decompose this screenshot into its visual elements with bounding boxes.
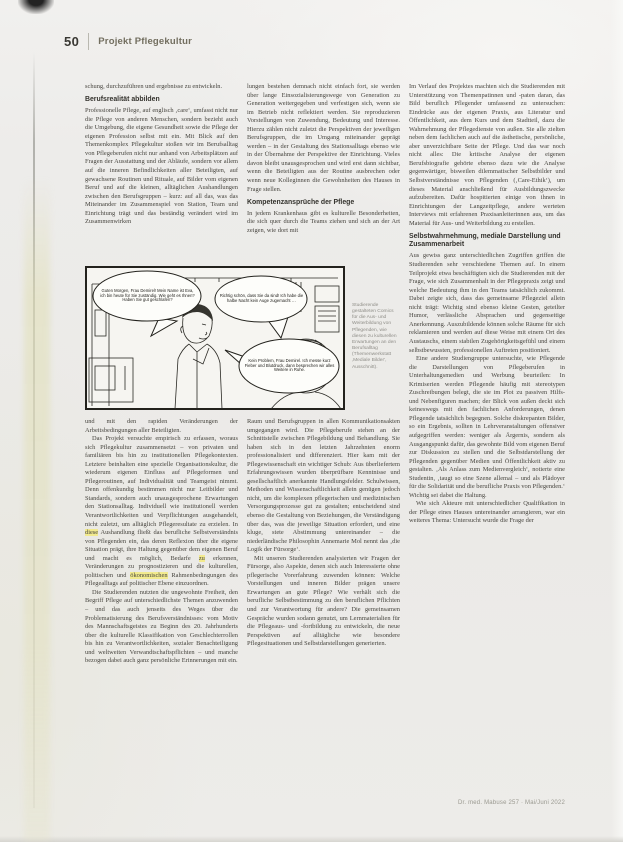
highlighted-word: diese: [85, 529, 99, 537]
speech-bubble-nurse-greeting: Guten Morgen, Frau Demirel! Mein Name ist Eva, ich bin heute für Sie zuständig. Wie geht es Ihnen? Haben Sie gut geschlafen?: [100, 287, 195, 303]
header-divider: [88, 33, 89, 50]
paragraph-continuation: Raum und Berufsgruppen in allen Kommunikationsakten umgegangen wird. Die Pflegeberufe stehen an der Schnittstelle zwischen Pflegebildung und Behandlung. Sie haben sich in den letzten Jahrzehnten enorm professionalisiert und differenziert. Hier kam mit der Pflegewissenschaft ein wichtiger Schub: Aus überliefertem Erfahrungswissen wurden überprüfbare Kenntnisse und gesellschaftlich anerkannte Handlungsfelder. Schulwissen, Methoden und Wissenschaftlichkeit allein genügen jedoch nicht, um die komplexen pflegerischen und medizinischen Versorgungsprozesse gut zu gestalten; entscheidend sind ebenso die Gestaltung von Beziehungen, die Verständigung über das, was die jeweilige Situation erfordert, und eine kluge, stete Abstimmung untereinander – die niederländische Philosophin Annemarie Mol nennt das ‚die Logik der Fürsorge‘.: [247, 418, 400, 554]
paragraph: Professionelle Pflege, auf englisch ‚care‘, umfasst nicht nur die Pflege von anderen Menschen, sondern bezieht auch die Umgebung, die eigene Gesundheit sowie die Pflege der eigenen Profession selbst mit ein. Mit Blick auf den Themenkomplex Pflegekultur stoßen wir im Berufsalltag von Pflegeberufen nicht nur anhand von Arbeitsplätzen auf Fragen der Ausstattung und der Abläufe, sondern vor allem auf die inneren Befindlichkeiten aller Beteiligten, auf gewachsene Routinen und Rituale, auf Bilder vom eigenen Beruf und auf die kleinen, alltäglichen Aushandlungen zwischen den Berufsgruppen – kurz: auf all das, was das Miteinander im Zusammenspiel von Station, Team und Einrichtung trägt und das beständig verändert wird im Zusammenwirken: [85, 107, 238, 226]
scan-left-tint: [24, 178, 50, 842]
paragraph: und mit den rapiden Veränderungen der Arbeitsbedingungen aller Beteiligten.: [85, 418, 238, 434]
text-segment: Aushandlung fließt das berufliche Selbstverständnis von Pflegenden ein, das deren Reflexion über die eigene Situation prägt, ihre Haltung gegenüber dem eigenen Beruf und macht es möglich, Bedarfe: [85, 529, 238, 562]
comic-panel: [85, 266, 345, 410]
scan-bottom-edge: [0, 836, 623, 842]
paragraph: Eine andere Studiengruppe untersuchte, wie Pflegende die Darstellungen von Pflegeberufen in Unterhaltungsmedien und Werbung beurteilen: In Krimiserien werden Pflegende häufig mit stereotypen Zuschreibungen belegt, die sie im Plot zu passiven Hilfs- und Nebenfiguren machen; der Blick von außen deckt sich keineswegs mit den fachlichen Anforderungen, denen Pflegende tatsächlich begegnen. Solche diskrepanten Bilder, so ein Ergebnis, sollten in Lehrveranstaltungen offensiver aufgegriffen werden: weniger als Ärgernis, sondern als Ausgangspunkt dafür, das gewohnte Bild vom eigenen Beruf zur Diskussion zu stellen und die Selbstdarstellung der Pflegenden gegenüber Medien und Öffentlichkeit aktiv zu gestalten. ‚Als Anlass zum Medienvergleich‘, notierte eine Studentin, ‚taugt so eine Szene allemal – und als Plädoyer für die Solidarität und die berufliche Praxis von Pflegenden.‘ Wichtig sei dabei die Haltung.: [409, 355, 565, 499]
subheading-berufsrealitaet: Berufsrealität abbilden: [85, 96, 160, 104]
column-middle-bottom: [247, 418, 400, 792]
column-middle-top: [247, 83, 400, 264]
scan-corner-mark: [18, 0, 54, 14]
paragraph: Aus gewiss ganz unterschiedlichen Zugriffen griffen die Studierenden sehr verschiedene Themen auf. In einem Teilprojekt etwa beschäftigten sich die Studierenden mit der Frage, wie sich Zusammenhalt in der Pflegepraxis zeigt und welche Bedeutung ihm in den Teams tatsächlich zukommt. Dabei zeigte sich, dass das gemeinsame Pflegeziel allein nicht trägt: Wichtig sind ebenso kleine Gesten, geteilter Humor, verlässliche Absprachen und gegenseitige Anerkennung. Auszubildende können solche Räume für sich reklamieren und werden auf diese Weise mit einem Ort des Austauschs, einem stabilen Zugehörigkeitsgefühl und einem selbstbewussten, professionellen Auftreten positioniert.: [409, 252, 565, 354]
subheading-selbstwahrnehmung: Selbstwahrnehmung, mediale Darstellung und Zusammenarbeit: [409, 232, 561, 249]
text-segment: Rahmenbedingungen des Pflegealltags auf politischer Ebene einzuordnen.: [85, 571, 238, 588]
paragraph: Wie sich Akteure mit unterschiedlicher Qualifikation in der Pflege eines Hauses untereinander arrangieren, war ein weiteres Thema: Untersucht wurde die Frage der: [409, 500, 565, 525]
speech-bubble-nurse-answer: Kein Problem, Frau Demirel. Ich messe kurz Fieber und Blutdruck, dann besprechen wir alles Weitere in Ruhe.: [244, 357, 335, 373]
speech-bubble-patient-reply: Richtig schön, dass Sie da sind! Ich habe die halbe Nacht kein Auge zugemacht …: [219, 292, 304, 303]
paragraph: Mit unseren Studierenden analysierten wir Fragen der Fürsorge, also Aspekte, denen sich auch Interessierte ohne pflegerische Vorerfahrung zuwenden können: Welche Vorstellungen und inneren Bilder prägen unsere Erwartungen an gute Pflege? Wie verhält sich die berufliche Selbstbestimmung zu den beruflichen Pflichten und zur Verantwortung für andere? Die gemeinsamen Gespräche wurden sodann genutzt, um Lernmaterialien für die Pflegeaus- und -fortbildung zu entwickeln, die neue Perspektiven auf alltägliche wie besondere Pflegesituationen und Selbstdarstellungen generierten.: [247, 554, 400, 648]
page-number: 50: [64, 33, 80, 49]
paragraph: In jedem Krankenhaus gibt es kulturelle Besonderheiten, die sich quer durch die Teams ziehen und sich an der Art zeigen, wie dort mit: [247, 209, 400, 234]
column-left-top: [85, 83, 238, 264]
paragraph: Die Studierenden nutzten die ungewohnte Freiheit, den Begriff Pflege auf unterschiedlichste Themen anzuwenden – und das auch jenseits des Weges über die Problematisierung des Berufsverständnisses: vom Motiv des Mannschaftsgeistes zu Beginn des 20. Jahrhunderts über die kulturelle Klassifikation von Geschlechterrollen bis hin zu Verantwortlichkeiten, sozialer Benachteiligung und weltweiten Verwandtschaftspflichten – und manche bezogen dabei auch ganz persönliche Erinnerungen mit ein.: [85, 588, 238, 665]
column-left-bottom: [85, 418, 238, 814]
page-header: [64, 33, 192, 50]
text-segment: erkennen, Veränderungen zu prognostizieren und die kulturellen, politischen und: [85, 554, 238, 579]
scan-right-edge: [611, 0, 623, 842]
scan-top-edge: [0, 0, 623, 8]
paragraph-continuation: schung, durchzuführen und ergebnisse zu entwickeln.: [85, 83, 223, 90]
comic-caption: Studierende gestalteten Comics für die Aus- und Weiterbildung von Pflegenden, wie diesen zu kulturellen Erwartungen an den Berufsalltag (Themenwerkstatt ‚Mediale Bilder‘, Ausschnitt).: [352, 303, 397, 370]
paragraph: Im Verlauf des Projektes machten sich die Studierenden mit Unterstützung von Themenpatinnen und -paten daran, das Bild beruflich Pflegender umfassend zu untersuchen: Eindrücke aus der eigenen Praxis, aus Literatur und Öffentlichkeit, aus dem Kurs und dem Stadtteil, dazu die Wahrnehmung der Pflegedienste von außen. Sie alle zielten neben dem fachlichen auch auf die ästhetische, persönliche, aber unverzichtbare Seite der Pflege. Und das war noch nicht alles: Die kritische Analyse der eigenen Berufsbiografie gehörte ebenso dazu wie die Analyse gegenwärtiger, bisweilen dilemmatischer Selbstbilder und Selbstverständnisse von Pflegenden (‚Care-Ethik‘), um dieses Material anschließend für Ausbildungszwecke aufzubereiten. Dafür hospitierten einige von ihnen in Einrichtungen der Langzeitpflege, andere werteten Interviews mit erfahrenen Praxisanleiterinnen aus, um das Material für Aus- und Weiterbildung zu erstellen.: [409, 83, 565, 227]
paragraph-continuation: lungen bestehen demnach nicht einfach fort, sie werden über lange Einsozialisierungswege von Generation zu Generation weitergegeben und verfestigen sich, wenn sie im Betrieb nicht reflektiert werden. Sie reproduzieren Vorstellungen von Zuwendung, Bedeutung und Interesse. Hierzu zählen nicht zuletzt die Perspektiven der jeweiligen Berufsgruppen, die im Umgang miteinander geprägt werden – in der Gestaltung des Stationsalltags ebenso wie in der Übernahme der Perspektive der Einrichtung. Vieles davon bleibt unausgesprochen und wird erst dann sichtbar, wenn die Beteiligten aus der Routine ausbrechen oder wenn neue Kolleginnen die Gewohnheiten des Hauses in Frage stellen.: [247, 83, 400, 193]
subheading-kompetenzansprueche: Kompetenzansprüche der Pflege: [247, 198, 355, 206]
text-segment: Das Projekt versuchte empirisch zu erfassen, woraus sich Pflegekultur zusammensetzt – von privaten und familiären bis hin zu institutionellen Pflegekontexten. Letztere beinhalten eine spezielle Organisationskultur, die wiederum eigenen Einfluss auf Pflegeformen und Pflegeroutinen, auf Individualität und Teamgeist nimmt. Denn offenkundig bestimmen nicht nur Leitbilder und Standards, sondern auch unausgesprochene Erwartungen den Stationsalltag. Individuell wie institutionell werden Verantwortlichkeiten und Verpflichtungen ausgehandelt, nicht zuletzt, um alltäglich Pflegeresultate zu erzielen. In: [85, 435, 238, 528]
section-title: Projekt Pflegekultur: [98, 36, 193, 47]
highlighted-word: ökonomischen: [130, 571, 168, 579]
column-right: [409, 83, 565, 812]
paragraph: [85, 435, 238, 589]
journal-footer-credit: Dr. med. Mabuse 257 · Mai/Juni 2022: [457, 800, 565, 806]
highlighted-word: zu: [198, 554, 205, 562]
